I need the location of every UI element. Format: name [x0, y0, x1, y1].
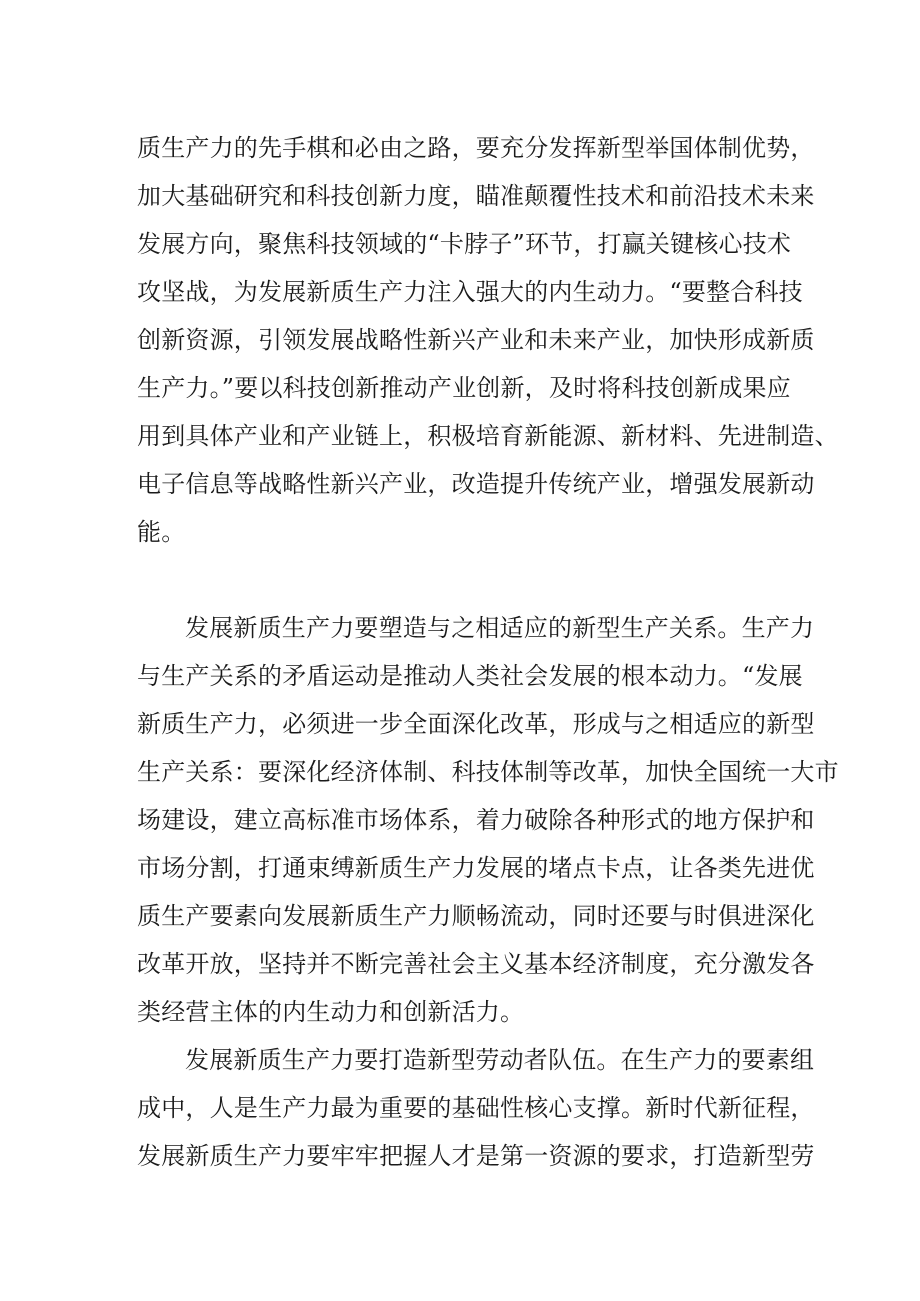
text-line: 电子信息等战略性新兴产业，改造提升传统产业，增强发展新动 — [137, 470, 815, 498]
text-line: 成中，人是生产力最为重要的基础性核心支撑。新时代新征程， — [137, 1094, 815, 1122]
text-line: 加大基础研究和科技创新力度，瞄准颠覆性技术和前沿技术未来 — [137, 182, 815, 210]
text-line: 场建设，建立高标准市场体系，着力破除各种形式的地方保护和 — [137, 806, 815, 834]
text-line: 生产力。”要以科技创新推动产业创新，及时将科技创新成果应 — [137, 374, 791, 402]
text-line: 质生产要素向发展新质生产力顺畅流动，同时还要与时俱进深化 — [137, 902, 815, 930]
text-line: 用到具体产业和产业链上，积极培育新能源、新材料、先进制造、 — [137, 422, 839, 450]
text-line: 类经营主体的内生动力和创新活力。 — [137, 998, 525, 1026]
text-line: 发展新质生产力要牢牢把握人才是第一资源的要求，打造新型劳 — [137, 1142, 815, 1170]
text-line: 市场分割，打通束缚新质生产力发展的堵点卡点，让各类先进优 — [137, 854, 815, 882]
text-line: 发展方向，聚焦科技领域的“卡脖子”环节，打赢关键核心技术 — [137, 230, 792, 258]
text-line: 攻坚战，为发展新质生产力注入强大的内生动力。“要整合科技 — [137, 278, 803, 306]
text-line: 发展新质生产力要塑造与之相适应的新型生产关系。生产力 — [185, 614, 815, 642]
text-line: 改革开放，坚持并不断完善社会主义基本经济制度，充分激发各 — [137, 950, 815, 978]
text-line: 能。 — [137, 518, 186, 546]
text-line: 生产关系：要深化经济体制、科技体制等改革，加快全国统一大市 — [137, 758, 839, 786]
text-line: 新质生产力，必须进一步全面深化改革，形成与之相适应的新型 — [137, 710, 815, 738]
text-line: 与生产关系的矛盾运动是推动人类社会发展的根本动力。“发展 — [137, 662, 803, 690]
text-line: 发展新质生产力要打造新型劳动者队伍。在生产力的要素组 — [185, 1046, 815, 1074]
text-line: 质生产力的先手棋和必由之路，要充分发挥新型举国体制优势， — [137, 134, 815, 162]
text-line: 创新资源，引领发展战略性新兴产业和未来产业，加快形成新质 — [137, 326, 815, 354]
